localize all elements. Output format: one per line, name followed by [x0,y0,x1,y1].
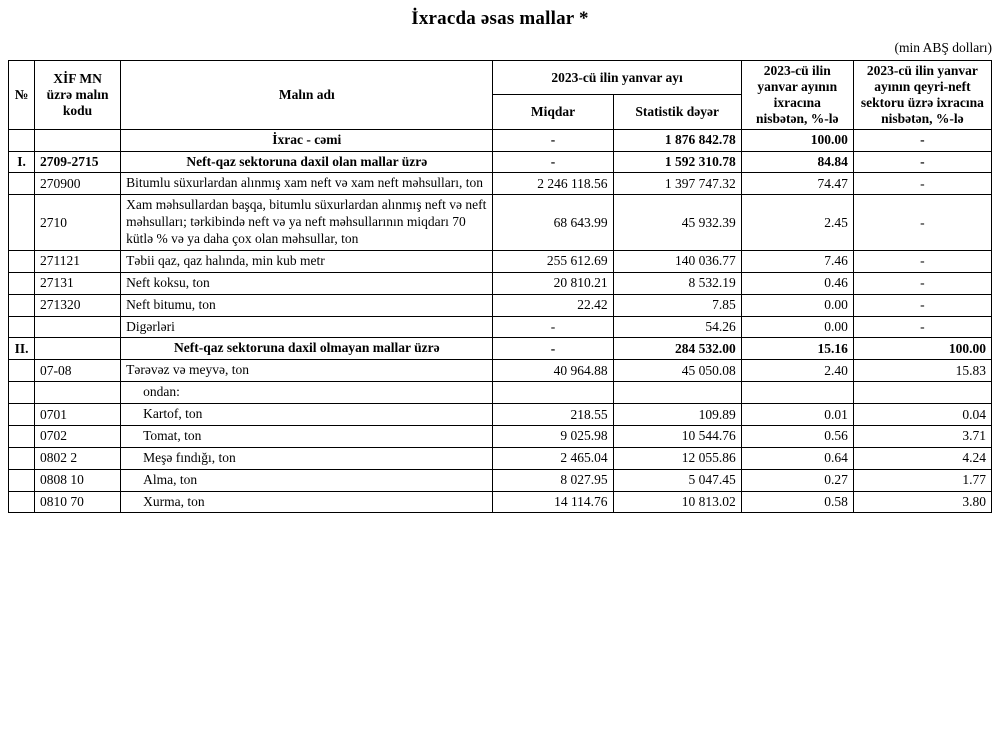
cell-name: Digərləri [121,316,493,338]
header-code: XİF MN üzrə malın kodu [35,61,121,130]
header-value: Statistik dəyər [613,95,741,129]
cell-value: 1 397 747.32 [613,173,741,195]
cell-value: 1 876 842.78 [613,129,741,151]
cell-no [9,316,35,338]
cell-name: Tomat, ton [121,425,493,447]
cell-share-nonoil: - [853,250,991,272]
cell-code: 07-08 [35,360,121,382]
cell-share-export [741,382,853,404]
cell-share-nonoil: - [853,316,991,338]
cell-no [9,491,35,513]
cell-quantity: - [493,129,613,151]
cell-code: 0802 2 [35,447,121,469]
cell-share-nonoil: - [853,272,991,294]
cell-share-nonoil [853,382,991,404]
cell-share-export: 74.47 [741,173,853,195]
cell-name: Neft koksu, ton [121,272,493,294]
table-row [9,338,992,360]
cell-code [35,129,121,151]
cell-share-export: 0.46 [741,272,853,294]
cell-no [9,173,35,195]
table-row [9,469,992,491]
cell-no [9,250,35,272]
cell-name: Xam məhsullardan başqa, bitumlu süxurlardan alınmış neft və neft məhsulları; tərkibində neft və ya neft məhsullarının miqdarı 70 kütlə % və ya daha çox olan məhsullar, ton [121,195,493,251]
cell-value: 1 592 310.78 [613,151,741,173]
table-row [9,425,992,447]
cell-share-nonoil: - [853,195,991,251]
cell-quantity: 255 612.69 [493,250,613,272]
cell-quantity: 40 964.88 [493,360,613,382]
cell-share-export: 0.58 [741,491,853,513]
cell-name: İxrac - cəmi [121,129,493,151]
cell-name: Alma, ton [121,469,493,491]
header-name: Malın adı [121,61,493,130]
header-share-nonoil: 2023-cü ilin yanvar ayının qeyri-neft sektoru üzrə ixracına nisbətən, %-lə [853,61,991,130]
table-row [9,151,992,173]
cell-no: I. [9,151,35,173]
cell-quantity: - [493,151,613,173]
cell-share-nonoil: 15.83 [853,360,991,382]
cell-value: 5 047.45 [613,469,741,491]
cell-share-export: 0.01 [741,404,853,426]
page-title: İxracda əsas mallar * [411,8,589,29]
table-row [9,491,992,513]
cell-quantity: 68 643.99 [493,195,613,251]
cell-code [35,338,121,360]
table-row [9,294,992,316]
cell-no [9,272,35,294]
cell-name: Neft-qaz sektoruna daxil olmayan mallar üzrə [121,338,493,360]
cell-no [9,382,35,404]
cell-value: 140 036.77 [613,250,741,272]
cell-no [9,425,35,447]
cell-quantity: 218.55 [493,404,613,426]
cell-no [9,360,35,382]
cell-share-export: 2.40 [741,360,853,382]
cell-value: 8 532.19 [613,272,741,294]
cell-quantity: 2 465.04 [493,447,613,469]
cell-quantity: 14 114.76 [493,491,613,513]
cell-name: Bitumlu süxurlardan alınmış xam neft və xam neft məhsulları, ton [121,173,493,195]
cell-share-export: 0.00 [741,294,853,316]
cell-share-nonoil: - [853,129,991,151]
cell-code: 2710 [35,195,121,251]
cell-quantity: - [493,338,613,360]
cell-code: 2709-2715 [35,151,121,173]
cell-quantity: 22.42 [493,294,613,316]
cell-code: 0810 70 [35,491,121,513]
cell-code: 270900 [35,173,121,195]
cell-quantity: - [493,316,613,338]
table-row [9,316,992,338]
cell-name: Kartof, ton [121,404,493,426]
table-row [9,404,992,426]
cell-quantity: 20 810.21 [493,272,613,294]
cell-share-nonoil: 1.77 [853,469,991,491]
cell-no [9,129,35,151]
export-goods-table [8,60,992,513]
cell-share-export: 0.64 [741,447,853,469]
cell-code: 271320 [35,294,121,316]
header-period: 2023-cü ilin yanvar ayı [493,61,741,95]
cell-share-export: 0.27 [741,469,853,491]
cell-code [35,382,121,404]
cell-value: 54.26 [613,316,741,338]
table-row [9,250,992,272]
header-quantity: Miqdar [493,95,613,129]
cell-value: 12 055.86 [613,447,741,469]
cell-share-nonoil: 100.00 [853,338,991,360]
cell-share-export: 15.16 [741,338,853,360]
cell-name: ondan: [121,382,493,404]
cell-share-nonoil: - [853,173,991,195]
cell-share-nonoil: 3.71 [853,425,991,447]
cell-quantity: 9 025.98 [493,425,613,447]
table-row [9,447,992,469]
cell-no: II. [9,338,35,360]
cell-value [613,382,741,404]
cell-name: Neft-qaz sektoruna daxil olan mallar üzrə [121,151,493,173]
cell-quantity: 2 246 118.56 [493,173,613,195]
cell-quantity: 8 027.95 [493,469,613,491]
cell-name: Neft bitumu, ton [121,294,493,316]
cell-name: Meşə fındığı, ton [121,447,493,469]
header-share-export: 2023-cü ilin yanvar ayının ixracına nisbətən, %-lə [741,61,853,130]
cell-no [9,447,35,469]
cell-name: Tərəvəz və meyvə, ton [121,360,493,382]
cell-no [9,404,35,426]
cell-share-export: 100.00 [741,129,853,151]
cell-share-nonoil: - [853,151,991,173]
cell-value: 10 544.76 [613,425,741,447]
cell-code [35,316,121,338]
cell-no [9,469,35,491]
table-row [9,382,992,404]
table-row [9,195,992,251]
cell-share-export: 0.56 [741,425,853,447]
table-row [9,272,992,294]
cell-share-export: 2.45 [741,195,853,251]
cell-share-nonoil: 3.80 [853,491,991,513]
cell-name: Xurma, ton [121,491,493,513]
cell-share-export: 84.84 [741,151,853,173]
table-body [9,129,992,513]
table-header [9,61,992,130]
cell-share-export: 7.46 [741,250,853,272]
cell-share-nonoil: 0.04 [853,404,991,426]
table-row [9,360,992,382]
cell-value: 10 813.02 [613,491,741,513]
cell-no [9,195,35,251]
cell-share-nonoil: 4.24 [853,447,991,469]
header-no: № [9,61,35,130]
cell-share-nonoil: - [853,294,991,316]
cell-value: 45 050.08 [613,360,741,382]
cell-code: 0808 10 [35,469,121,491]
cell-code: 271121 [35,250,121,272]
table-row [9,129,992,151]
cell-share-export: 0.00 [741,316,853,338]
cell-code: 0701 [35,404,121,426]
cell-value: 45 932.39 [613,195,741,251]
cell-no [9,294,35,316]
cell-name: Təbii qaz, qaz halında, min kub metr [121,250,493,272]
cell-value: 109.89 [613,404,741,426]
cell-code: 27131 [35,272,121,294]
cell-quantity [493,382,613,404]
cell-value: 284 532.00 [613,338,741,360]
unit-note: (min ABŞ dolları) [894,40,992,55]
cell-value: 7.85 [613,294,741,316]
cell-code: 0702 [35,425,121,447]
table-row [9,173,992,195]
